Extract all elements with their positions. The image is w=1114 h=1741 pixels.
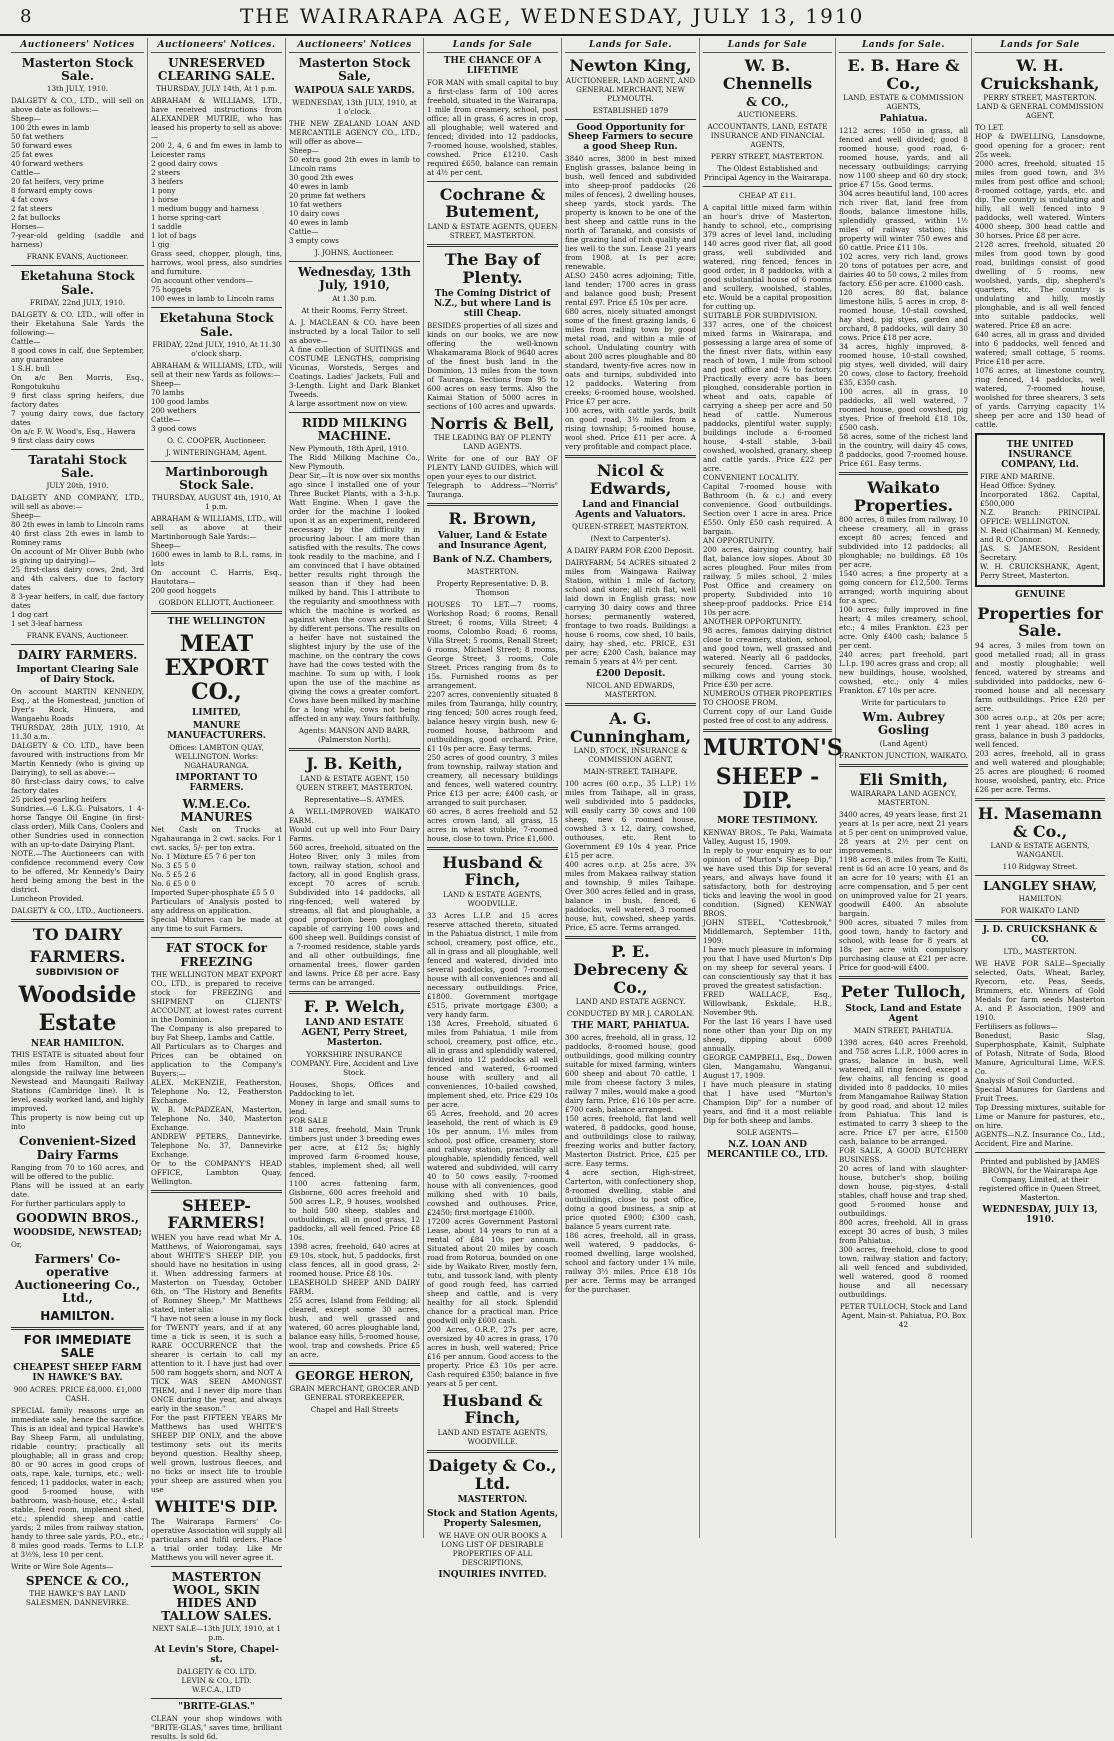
ad-body: HOUSES TO LET.—7 rooms, Workshop Road; 6 rooms, Renall Street; 6 rooms, Villa Street; 4 rooms, Colombo Road; 6 rooms, Villa Street; 5 rooms, Renall Street; 6 rooms, Michael Street; 8 rooms, George Street; 3 rooms, Cole Street. Prices ranging from 8s to 15s. Furnished rooms as per arrangement. 2207 acres, conveniently situated 8 miles from Tauranga, hilly country, ring fenced; 500 acres rough feed, balance heavy virgin bush, new 6-roomed house, bathroom and outbuildings, good orchard. Price, £1 10s per acre. Easy terms. 250 acres of good country, 3 miles from township, railway station and creamery, all necessary buildings and fences, well watered country. Price £13 per acre; £400 cash, or arranged to suit purchaser. 60 acres, 8 acres freehold and 52 acres crown land, all grass, 15 acres in wheat stubble, 7-roomed house, close to town. Price £1,600. bbox=[427, 599, 558, 843]
ad-subtitle: NEAR HAMILTON. bbox=[30, 1038, 125, 1049]
ad-subtitle: HAMILTON bbox=[1018, 894, 1062, 904]
ad-date: JULY 20th, 1910. bbox=[46, 481, 109, 491]
ad-signature: FRANK EVANS, Auctioneer. bbox=[26, 631, 129, 641]
ad-title: FARMERS. bbox=[29, 946, 126, 966]
ad-signature: DALGETY & CO., LTD., Auctioneers. bbox=[11, 906, 144, 916]
ad-body: 33 Acres L.I.P. and 15 acres reserve attached thereto, situated in the Pahiatua district, 1 mile from school, creamery, post office, etc., all in grass and all ploughable, well fenced and watered, divided into several paddocks, good 7-roomed house with all conveniences and all necessary outbuildings. Price, £1800. Government mortgage £515, private mortgage £300; a very handy farm. 138 Acres, Freehold, situated 6 miles from Pahiatua, 1 mile from school, creamery, post office, etc., all in grass and splendidly watered, divided into 12 paddocks all well fenced and watered, 6-roomed house with scullery and all conveniences, 10-bailed cowshed, implement shed, etc. Price £29 10s per acre. 65 Acres, freehold, and 20 acres leasehold, the rent of which is £9 10s per annum, 1½ miles from school, post office, creamery, store and railway station, practically all ploughable, splendidly fenced, well watered and subdivided, will carry 40 to 50 cows easily, 7-roomed house with all conveniences, good milking shed with 10 bails, cowshed and outhouses. Price, £2450; first mortgage £1000. 17200 acres Government Pastoral Lease, about 14 years to run at a rental of £84 10s per annum. Situated about 20 miles by coach road from Rotorua, bounded on one side by Waikato River, mostly fern, tutu, and tussock land, with plenty of good rough feed, has carried sheep and cattle, and is very healthy for all stock. Splendid chance for a practical man. Price goodwill only £600 cash. 200 Acres, O.R.P., 27s per acre, oversized by 40 acres in grass, 170 acres in bush, well watered; Price £16 per annum. Good access to the property. Price £3 10s per acre. Cash required £350; balance in five years at 5 per cent. bbox=[427, 910, 558, 1388]
ad-body: BESIDES properties of all sizes and kinds on our books, we are now offering the well-known Whakamarama Block of 9640 acres of the finest bush land in the Dominion, 13 miles from the town of Tauranga. Sections from 95 to 600 acres on easy terms. Also the Kaimai Station of 5000 acres in sections of 100 acres and upwards. bbox=[427, 320, 558, 411]
ad-body: A WELL-IMPROVED WAIKATO FARM. Would cut up well into Four Dairy Farms. 560 acres, freehold, situated on the Hoteo River, only 3 miles from town, railway station, school and factory, all in good English grass, except 70 acres of scrub. Subdivided into 14 paddocks, all ring-fenced, well watered by streams, all flat and ploughable, a good proportion been ploughed, capable of carrying 100 cows and 600 sheep well. Buildings consist of a 7-roomed residence, stable yards and all other outbuildings, fine ornamental trees, flower garden and lawns. Price £8 per acre. Easy terms can be arranged. bbox=[289, 806, 420, 987]
ad-title: FAT STOCK for FREEZING bbox=[165, 941, 268, 969]
ad-headline: P. E. Debreceny & Co., bbox=[573, 942, 688, 997]
ad-subtitle: LAND & ESTATE AGENTS, QUEEN STREET, MASTERTON. bbox=[427, 221, 558, 240]
ad-firm: GOODWIN BROS., bbox=[16, 1210, 139, 1225]
ad-subtitle: THE LEADING BAY OF PLENTY LAND AGENTS. bbox=[433, 433, 552, 452]
ad-place: At their Rooms, Ferry Street. bbox=[301, 305, 408, 315]
ad-title: THE UNITED INSURANCE COMPANY, Ltd. bbox=[1001, 440, 1079, 470]
ad-signature: J. JOHNS, Auctioneer. bbox=[315, 248, 394, 258]
ad-firm: SPENCE & CO., bbox=[25, 1573, 130, 1588]
ad-address: Chapel and Hall Streets bbox=[310, 1405, 399, 1415]
ad-date: At 1.30 p.m. bbox=[332, 293, 377, 303]
ad-address: MAIN-STREET, TAIHAPE. bbox=[583, 767, 678, 777]
ad-body: On account MARTIN KENNEDY, Esq., at the Homestead, junction of Dyer's Rock, Hinuera, and Wangaehu Roads THURSDAY, 28th JULY, 1910, At 11.30 a.m. DALGETY & CO. LTD., have been favoured with instructions from Mr Martin Kennedy (who is giving up Dairying), to sell as above:— 80 first-class dairy cows, to calve factory dates 25 picked yearling heifers Sundries.—6 L.K.G. Pulsators, 1 4-horse Tangye Oil Engine (in first-class order), Milk Cans, Coolers and other Sundries used in connection with an up-to-date Dairying Plant. NOTE.—The Auctioneers can with confidence recommend every Cow to be offered, Mr Kennedy's Dairy herd being among the best in the district. Luncheon Provided. bbox=[11, 687, 144, 904]
ad-headline: LANGLEY SHAW, bbox=[983, 879, 1097, 894]
ad-headline: H. Masemann & Co., bbox=[977, 803, 1103, 841]
ad-headline: Waikato Properties. bbox=[853, 478, 954, 515]
ad-headline: Husband & Finch, bbox=[442, 852, 543, 890]
ad-signature: GORDON ELLIOTT, Auctioneer. bbox=[158, 598, 275, 608]
column-header: Lands for Sale bbox=[975, 38, 1105, 53]
ad-signature: PETER TULLOCH, Stock and Land Agent, Main-st. Pahiatua, P.O. Box 42 bbox=[839, 1301, 968, 1329]
ad-headline: Peter Tulloch, bbox=[840, 982, 967, 1002]
ad-title: UNRESERVED CLEARING SALE. bbox=[157, 56, 276, 84]
ad-subtitle: Important Clearing Sale of Dairy Stock. bbox=[16, 665, 139, 686]
ad-body: THE WELLINGTON MEAT EXPORT CO., LTD., is prepared to receive stock for FREEZING and SHIPMENT on CLIENTS' ACCOUNT, at lowest rates current in the Dominion. The Company is also prepared to buy Fat Sheep, Lambs and Cattle. All Particulars as to Charges and Prices can be obtained on application to the Company's Buyers:— ALEX. McKENZIE, Featherston, Telephone No. 12, Featherston Exchange. W. B. McPADZEAN, Masterton, Telephone No. 340, Masterton Exchange. ANDREW PETERS, Dannevirke, Telephone No. 37, Dannevirke Exchange. Or to the COMPANY'S HEAD OFFICE, Lambton Quay, Wellington. bbox=[151, 969, 282, 1186]
ad-address: 110 Ridgway Street. bbox=[1002, 862, 1078, 872]
ad-body: DALGETY & CO. LTD., will offer in their Eketahuna Sale Yards the following:— Cattle— 8 good cows in calf, due September, any guarantee 1 S.H. bull On a/c Ben Morris, Esq., Rongotukuhu 9 first class spring heifers, due factory dates 7 young dairy cows, due factory dates On a/c F. W. Wood's, Esq., Hawera 9 first class dairy cows bbox=[11, 309, 144, 445]
ad-body: 300 acres, freehold, all in grass, 12 paddocks, 8-roomed house, good outbuildings, good milking country suitable for mixed farming, winters 600 sheep and about 70 cattle, 1 mile from cheese factory 3 miles, railway 7 miles, would make a good dairy farm. Price, £16 10s per acre. £700 cash, balance arranged. 150 acres, freehold, flat land well watered, 8 paddocks, good house, and outbuildings close to railway, freezing works and butter factory, Masterton District. Price, £25 per acre. Easy terms. 4 acre section, High-street, Carterton, with confectionery shop, 8-roomed dwelling, stable and outbuildings, close to post office, doing a good business, a snip at price quoted £900; £300 cash, balance 5 years current rate. 186 acres, freehold, all in grass, well watered, 9 paddocks, 6-roomed dwelling, large woolshed, school and factory under 1¾ mile, railway 3½ miles. Price £18 10s per acre. Terms may be arranged for the purchaser. bbox=[565, 1032, 696, 1294]
ad-subtitle: MASTERTON. bbox=[457, 1495, 528, 1506]
ad-subtitle: PERRY STREET, MASTERTON. LAND & GENERAL COMMISSION AGENT, bbox=[976, 93, 1104, 121]
ad-body: SOLE AGENTS— bbox=[736, 1127, 799, 1137]
ad-body: Offices: LAMBTON QUAY, WELLINGTON. Works: NGAHAURANGA. bbox=[169, 743, 264, 771]
ad-title: J. D. CRUICKSHANK & CO. bbox=[982, 925, 1098, 946]
ad-title: FOR IMMEDIATE SALE bbox=[23, 1332, 132, 1361]
ad-firm: Wm. Aubrey Gosling bbox=[862, 710, 945, 738]
ad-title: Eketahuna Stock Sale. bbox=[20, 269, 135, 297]
ad-headline: Husband & Finch, bbox=[442, 1390, 543, 1428]
ad-address: PERRY STREET, MASTERTON. bbox=[710, 152, 825, 162]
divider bbox=[11, 449, 144, 450]
ad-body: THE NEW ZEALAND LOAN AND MERCANTILE AGENCY CO., LTD., will offer as above— Sheep— 50 extra good 2th ewes in lamb to Lincoln rams 30 good 2th ewes 40 ewes in lamb 20 prime fat wethers 10 fat wethers 10 dairy cows 40 ewes in lamb Cattle— 3 empty cows bbox=[289, 119, 420, 246]
divider bbox=[565, 703, 696, 706]
ad-headline: W. H. Cruickshank, bbox=[980, 56, 1100, 93]
ad-signature: J. WINTERINGHAM, Agent. bbox=[166, 447, 267, 457]
ad-address: THE MART, PAHIATUA. bbox=[571, 1021, 690, 1032]
column-header: Lands for Sale. bbox=[565, 38, 696, 53]
divider bbox=[975, 798, 1105, 801]
ad-subtitle: Land and Financial Agents and Valuators. bbox=[575, 500, 686, 521]
ad-headline: Daigety & Co., Ltd. bbox=[428, 1456, 557, 1493]
ad-body: DALGETY & CO., LTD., will sell on above date as follows:— Sheep— 100 2th ewes in lamb 50 fat wethers 50 forward ewes 25 fat ewes 40 forward wethers Cattle— 20 fat heifers, very prime 8 forward empty cows 4 fat cows 2 fat steers 2 fat bullocks Horses— 7-year-old gelding (saddle and harness) bbox=[11, 96, 144, 250]
ad-subtitle: Bank of N.Z. Chambers, bbox=[432, 554, 553, 565]
ad-body: Write or Wire Sole Agents— bbox=[11, 1561, 114, 1571]
ad-body: 3400 acres, 49 years lease, first 21 years at 1s per acre, next 21 years at 5 per cent on unimproved value, 28 years at 2½ per cent on improvements. 1198 acres, 8 miles from Te Kuiti, rent is 6d an acre 10 years, and 8s an acre for 10 years; with £1 an acre compensation, and 5 per cent on unimproved value for 21 years, goodwill £400. An absolute bargain. 900 acres, situated 7 miles from good town, handy to factory and school, with lease for 8 years at 18s per acre with compulsory purchasing clause at £21 per acre. Price for good-will £400. bbox=[839, 810, 968, 973]
ad-subtitle: LIMITED, bbox=[192, 707, 241, 718]
ad-title: TO DAIRY bbox=[32, 925, 123, 945]
ad-subtitle: LTD., MASTERTON. bbox=[1003, 947, 1077, 957]
ad-headline: Estate bbox=[38, 1010, 117, 1037]
ad-subtitle: Valuer, Land & Estate and Insurance Agent, bbox=[437, 531, 548, 551]
ad-body: SPECIAL family reasons urge an immediate sale, hence the sacrifice. This is an ideal and typical Hawke's Bay Sheep Farm, all undulating, ridable country; practically all ploughable; all in grass and crop; 80 or 90 acres in good crops of oats, rape, kale, turnips, etc.; well-fenced; 11 paddocks, water in each; good 5-roomed house, with bathroom, wash-house, etc.; 4-stall stable, feed room, implement shed, etc.; splendid sheep and cattle yards; 2 miles from railway station, handy to three sale yards, P.O., etc.; 8 miles good roads. Terms to L.I.P. at 3½%, less 10 per cent. bbox=[11, 1405, 144, 1559]
ad-pretitle: THE WELLINGTON bbox=[167, 617, 266, 628]
divider bbox=[151, 1698, 282, 1699]
ad-rep: Representative—S. AYMES. bbox=[304, 794, 405, 804]
ad-body: GRAIN MERCHANT, GROCER AND GENERAL STOREKEEPER, bbox=[289, 1384, 420, 1403]
column-5 bbox=[562, 38, 700, 1538]
ad-headline: Eli Smith, bbox=[858, 769, 949, 789]
ad-title: THE CHANCE OF A LIFETIME bbox=[443, 56, 542, 76]
ad-firm-address: HAMILTON. bbox=[40, 1308, 115, 1323]
ad-title: CHEAP AT £11. bbox=[738, 191, 797, 201]
ad-title: Martinborough Stock Sale. bbox=[165, 464, 268, 492]
divider bbox=[151, 461, 282, 462]
column-3 bbox=[286, 38, 424, 1538]
column-header: Auctioneers' Notices bbox=[289, 38, 420, 53]
ad-body: DAIRYFARM; 54 ACRES situated 2 miles from Waingawa Railway Station, within 1 mile of factory, school and store; all rich flat, well laid down in English grass; now carrying 30 dairy cows and three horses; permanently watered, frontage to two roads. Buildings: a house 6 rooms, cow shed, 10 bails, dairy, hay shed, etc. PRICE, £31 per acre; £200 Cash, balance may remain 5 years at 4½ per cent. bbox=[565, 558, 696, 667]
ad-subtitle: Stock, Land and Estate Agent bbox=[845, 1003, 962, 1024]
ad-subtitle: YORKSHIRE INSURANCE COMPANY. Fire, Accident and Live Stock. bbox=[290, 1049, 419, 1077]
divider bbox=[151, 937, 282, 938]
ad-body: 1212 acres; 1050 in grass, all fenced and well divided; good 8 roomed house, good road, 6-roomed house, yards, and all necessary outbuildings; carrying now 1100 sheep and 60 dry stock; price £7 15s. Good terms. 304 acres beautiful land, 100 acres rich river flat, land free from floods, balance limestone hills, splendidly grassed, within 1½ miles of railway station; this property will winter 750 ewes and 60 cattle. Price £11 10s. 102 acres, very rich land, grows 20 tons of potatoes per acre, and dairies 40 to 50 cows, 2 miles from factory. £56 per acre. £1000 cash. 120 acres, 80 flat, balance limestone hills, 5 acres in crop, 8-roomed house, 10-stall cowshed, hay shed, pig styes, garden and orchard, 8 paddocks, will dairy 30 cows. Price £18 per acre. 34 acres, highly improved, 8-roomed house, 10-stall cowshed, pig styes, well divided, will dairy 20 cows, close to factory, freehold £35, £350 cash. 100 acres, all in grass, 10 paddocks, all well watered, 7 roomed house, good cowshed, pig styes. Price of freehold £18 10s, £500 cash. 58 acres, some of the richest land in the country, will dairy 45 cows, 8 paddocks, good 7-roomed house. Price £61. Easy terms. bbox=[839, 126, 968, 469]
ad-title: MASTERTON WOOL, SKIN HIDES AND TALLOW SALES. bbox=[161, 1569, 272, 1624]
ad-body: ABRAHAM & WILLIAMS, LTD., will sell at their new Yards as follows:— Sheep— 70 lambs 100 good lambs 200 wethers Cattle— 3 good cows bbox=[151, 360, 282, 433]
divider bbox=[289, 412, 420, 413]
ad-title: "BRITE-GLAS." bbox=[178, 1702, 255, 1713]
ad-headline: Norris & Bell, bbox=[430, 413, 555, 433]
ad-headline: MEAT EXPORT CO., bbox=[164, 631, 269, 706]
imprint: Printed and published by JAMES BROWN, for the Wairarapa Age Company, Limited, at their registered office in Queen Street, Masterton. bbox=[978, 1157, 1102, 1203]
ad-subtitle: INQUIRIES INVITED. bbox=[438, 1569, 547, 1580]
ad-subtitle: LAND & ESTATE AGENTS, WANGANUI. bbox=[990, 841, 1090, 860]
ad-firm-address: WOODSIDE, NEWSTEAD; bbox=[13, 1228, 142, 1238]
ad-signature: O. C. COOPER, Auctioneer. bbox=[167, 435, 266, 445]
ad-subtitle: MORE TESTIMONY. bbox=[717, 815, 818, 826]
ad-headline: A. G. Cunningham, bbox=[569, 709, 692, 746]
ad-headline: Newton King, bbox=[569, 56, 692, 75]
ad-title: RIDD MILKING MACHINE. bbox=[301, 415, 408, 443]
ad-headline: W.M.E.Co. MANURES bbox=[180, 797, 253, 825]
ad-body: A capital little mixed farm within an hour's drive of Masterton, handy to school, etc., comprising 379 acres of level land, including 140 acres good river flat, all good grass, well subdivided and watered, ring fenced, fences in good order, in 8 paddocks, with a good substantial house of 6 rooms and scullery, woolshed, stables, etc. Would be a capital proposition for cutting up. SUITABLE FOR SUBDIVISION. 337 acres, one of the choicest mixed farms in Wairarapa, and possessing a large area of some of the finest river flats, within easy reach of town, 1 mile from school and post office and ¾ to factory. Practically every acre has been ploughed, considerable portion in wheat and oats, capable of carrying a sheep per acre and 50 head of cattle. Numerous paddocks, plentiful water supply; buildings include a 6-roomed house, 4-stall stable, 3-bail cowshed, woolshed, granary, sheep and cattle yards. Price £22 per acre. CONVENIENT LOCALITY. Capital 7-roomed house with Bathroom (h. & c.) and every convenience. Good outbuildings. Section over 1 acre in area. Price £550. Only £50 cash required. A bargain. AN OPPORTUNITY. 200 acres, dairying country, half flat, balance low slopes. About 30 acres ploughed. Four miles from railway, 5 miles school, 2 miles Post Office and creamery on property. Subdivided into 10 sheep-proof paddocks. Price £14 10s per acre. ANOTHER OPPORTUNITY. 98 acres, famous dairying district close to creamery, station, school, and good town, well grassed and watered. Nearly all 6 paddocks, securely fenced. Carries 30 milking cows and young stock. Price £30 per acre. NUMEROUS OTHER PROPERTIES TO CHOOSE FROM. Current copy of our Land Guide posted free of cost to any address. bbox=[703, 203, 832, 726]
divider bbox=[151, 611, 282, 614]
ad-subtitle: AUCTIONEER, LAND AGENT, AND GENERAL MERCHANT, NEW PLYMOUTH. bbox=[565, 75, 696, 103]
divider bbox=[11, 644, 144, 645]
ad-body: FIRE AND MARINE. Head Office: Sydney. Incorporated 1862. Capital, £500,000 N.Z. Branch: PRINCIPAL OFFICE: WELLINGTON. N. Reid (Chairman) M. Kennedy, and R. O'Connor. JAS. S. JAMESON, Resident Secretary. W. H. CRUICKSHANK, Agent, Perry Street, Masterton. bbox=[980, 471, 1100, 580]
ad-address: MAIN STREET, PAHIATUA. bbox=[853, 1025, 954, 1035]
divider bbox=[839, 764, 968, 767]
ad-subtitle: LAND & ESTATE AGENTS, WOODVILLE. bbox=[443, 889, 542, 908]
ad-date: THURSDAY, JULY 14th, At 1 p.m. bbox=[155, 84, 278, 94]
column-container bbox=[8, 38, 1108, 1741]
ad-subtitle: SUBDIVISION OF bbox=[35, 968, 120, 979]
ad-subtitle: At Levin's Store, Chapel-st. bbox=[154, 1645, 279, 1666]
ad-headline: SHEEP-FARMERS! bbox=[167, 1195, 266, 1233]
ad-headline: Convenient-Sized Dairy Farms bbox=[18, 1134, 137, 1162]
ad-headline: R. Brown, bbox=[448, 509, 537, 529]
ad-subtitle: WAIRARAPA LAND AGENCY, MASTERTON. bbox=[850, 789, 957, 808]
ad-body: Houses, Shops, Offices and Paddocking to let. Money in large and small sums to lend. FOR SALE 318 acres, freehold, Main Trunk timbers just under 3 breeding ewes per acre, at £12 5s; highly improved farm 6-roomed house, stables, implement shed, all well fenced. 1100 acres fattening farm, Gisborne, 600 acres freehold and 500 acres L.P., 9 houses, woolshed to hold 500 sheep, stables and outbuildings, all in good grass, 12 paddocks, all well fenced. Price £8 10s. 1398 acres, freehold, 640 acres at £9 10s, stock, hut, 5 paddocks, first class fences, all in good grass, 2-roomed house. Price £8 10s. LEASEHOLD SHEEP AND DAIRY FARM. 255 acres, Island from Feilding; all cleared, except some 30 acres, bush, and well grassed and watered, 60 acres ploughable land, balance easy hills, 5-roomed house, wool, trap and cowsheds. Price £5 an acre. bbox=[289, 1079, 420, 1359]
ad-address: QUEEN-STREET, MASTERTON. bbox=[572, 522, 689, 532]
ad-body: WE HAVE FOR SALE—Specially selected, Oats, Wheat, Barley, Ryecorn, etc. Peas, Seeds, Brimmers, etc. Winners of Gold Medals for farm seeds Masterton A. and P. Association, 1909 and 1910. Fertilisers as follows— Bonedust, Basic Slag, Superphosphate, Kainit, Sulphate of Potash, Nitrate of Soda, Blood Manure, Agricultural Lime, W.F.S. Co. Analysis of Soil Conducted. Special Manures for Gardens and Fruit Trees. Top Dressing mixtures, suitable for Lime or Manure for pastures, etc., on hire. AGENTS—N.Z. Insurance Co., Ltd., Accident, Fire and Marine. bbox=[975, 959, 1105, 1149]
ad-headline: F. P. Welch, bbox=[303, 996, 406, 1016]
newspaper-title: THE WAIRARAPA AGE, WEDNESDAY, JULY 13, 1910 bbox=[240, 4, 865, 28]
ad-headline: & CO., bbox=[746, 95, 789, 110]
divider bbox=[151, 1566, 282, 1567]
column-4 bbox=[424, 38, 562, 1580]
divider bbox=[289, 1363, 420, 1366]
ad-subtitle: LAND AND ESTATE AGENCY. bbox=[575, 997, 686, 1007]
ad-title: A DAIRY FARM FOR £200 Deposit. bbox=[566, 546, 695, 556]
ad-address: MASTERTON. bbox=[466, 566, 519, 576]
ad-signature: DALGETY & CO. LTD. LEVIN & CO., LTD. W.F.C.A., LTD bbox=[176, 1667, 257, 1695]
ad-subtitle: £200 Deposit. bbox=[595, 669, 666, 680]
ad-body: A. J. MACLEAN & CO. have been instructed by a local Tailor to sell as above— A fine collection of SUITINGS and COSTUME LENGTHS, comprising Vicunas, Worsteds, Serges and Coatings. Ladies' Jackets, Full and 3-Length. Light and Dark Blanket Tweeds. A large assortment now on view. bbox=[289, 317, 420, 408]
ad-date: THURSDAY, AUGUST 4th, 1910, At 1 p.m. bbox=[151, 493, 282, 512]
ad-headline: J. B. Keith, bbox=[306, 754, 403, 774]
column-header: Lands for Sale bbox=[703, 38, 832, 53]
ad-headline: Woodside bbox=[18, 982, 137, 1009]
column-2 bbox=[148, 38, 286, 1741]
ad-subtitle: ACCOUNTANTS, LAND, ESTATE INSURANCE AND FINANCIAL AGENTS, bbox=[707, 122, 828, 150]
divider bbox=[289, 991, 420, 994]
ad-subtitle: AUCTIONEERS. bbox=[737, 110, 798, 120]
column-7 bbox=[836, 38, 972, 1538]
ad-signature: FRANK EVANS, Auctioneer. bbox=[26, 252, 129, 262]
ad-subtitle: CHEAPEST SHEEP FARM IN HAWKE'S BAY. bbox=[13, 1363, 142, 1384]
divider bbox=[151, 307, 282, 308]
ad-subtitle: LAND & ESTATE AGENT, 150 QUEEN STREET, MASTERTON. bbox=[296, 773, 413, 792]
ad-body: New Plymouth, 18th April, 1910. The Ridd Milking Machine Co., New Plymouth. Dear Sir,—It is now over six months ago since I installed one of your Three Bucket Plants, with a 3-h.p. Watt Engine. When I gave the order for the machine I looked upon it as an experiment, rendered necessary by the difficulty in procuring labour. I am more than satisfied with the results. The cows took readily to the machine, and I am convinced that I have obtained better results right through the season than if they had been milked by hand. This I attribute to the regularity and smoothness with which the machine is worked as against when the cows are milked by different persons. The results on a heifer have not sustained the slightest injury by the use of the machine, on the contrary the cows have had the cows tested with the machine. To sum up with, I look upon the use of the machine as giving the cows a greater comfort. Cows have been milked by machine for a long while, cows not being affected in any way. Yours faithfully. bbox=[289, 444, 420, 724]
ad-subtitle: LAND AND ESTATE AGENTS, WOODVILLE. bbox=[437, 1428, 548, 1447]
divider bbox=[839, 472, 968, 475]
divider bbox=[11, 919, 144, 922]
divider bbox=[975, 875, 1105, 876]
ad-title: Eketahuna Stock Sale. bbox=[159, 311, 274, 339]
ad-title: Masterton Stock Sale, bbox=[298, 56, 411, 84]
ad-subtitle: LAND, STOCK, INSURANCE & COMMISSION AGENT, bbox=[573, 746, 688, 765]
ad-body: WE HAVE ON OUR BOOKS A LONG LIST OF DESIRABLE PROPERTIES OF ALL DESCRIPTIONS, bbox=[438, 1530, 547, 1567]
divider bbox=[427, 503, 558, 506]
ad-body: Write for one of our BAY OF PLENTY LAND GUIDES, which will open your eyes to our district. Telegraph to Address—"Norris" Tauranga. bbox=[427, 454, 558, 500]
ad-firm: Farmers' Co-operative Auctioneering Co., Ltd., bbox=[14, 1251, 141, 1306]
ad-subtitle: FOR WAIKATO LAND bbox=[1000, 906, 1080, 916]
ad-title: GENUINE bbox=[1015, 589, 1065, 600]
ad-address: (Next to Carpenter's). bbox=[590, 534, 671, 544]
column-header: Auctioneers' Notices. bbox=[151, 38, 282, 53]
ad-address: Pahiatua. bbox=[879, 114, 928, 125]
masthead bbox=[0, 0, 1114, 36]
column-header: Auctioneers' Notices bbox=[11, 38, 144, 53]
imprint-date: WEDNESDAY, JULY 13, 1910. bbox=[982, 1205, 1098, 1225]
divider bbox=[703, 729, 832, 732]
ad-body: 800 acres, 8 miles from railway, 10 cheese creamery, all in grass except 80 acres; fenced and subdivided into 12 paddocks; all ploughable; no buildings. £8 10s per acre. 1540 acres; a fine property at a going concern for £12,500. Terms arranged; worth inquiring about for a spec. 100 acres; fully improved in fine heart; 4 miles creamery, school, etc.; 4 miles Frankton. £23 per acre. Only £400 cash; balance 5 per cent. 240 acres; part freehold, part L.I.p. 190 acres grass and crop; all new buildings, house, woolshed, cowshed, etc.; only 4 miles Frankton. £7 10s per acre. bbox=[839, 515, 968, 696]
ad-signature: Agents: MANSON AND BARR, (Palmerston North). bbox=[298, 726, 411, 745]
ad-firm-address: (Land Agent) bbox=[879, 738, 928, 748]
ad-body: TO LET. HOP & DWELLING, Lansdowne, good opening for a grocer; rent 25s week. 2000 acres, freehold, situated 15 miles from good town, and 3½ miles from post office and school; 8-roomed cottage, yards, etc. and dip. The country is undulating and hilly, all well fenced into 9 paddocks, well watered. Winters 4000 sheep, 300 head cattle and 30 horses. Price £8 per acre. 2128 acres, freehold, situated 20 miles from good town by good road, buildings consist of good dwelling of 5 rooms, new woolshed, yards, dip, shepherd's quarters, etc. The country is undulating and hilly, mostly ploughable, and is all well fenced into suitable paddocks, well watered. Price £8 an acre. 640 acres, all in grass and divided into 6 paddocks, well fenced and watered; small cottage, 5 rooms. Price £18 per acre. 1076 acres, at limestone country, ring fenced, 14 paddocks, well watered, 7-roomed house, woolshed for three shearers, 3 sets of yards. Carrying capacity 1¼ sheep per acre and 130 head of cattle. bbox=[975, 123, 1105, 430]
divider bbox=[11, 265, 144, 266]
ad-title: Wednesday, 13th July, 1910, bbox=[298, 265, 411, 293]
ad-headline: Properties for Sale. bbox=[977, 603, 1103, 641]
ad-title: Taratahi Stock Sale. bbox=[28, 452, 127, 480]
ad-headline: Cochrane & Butement, bbox=[439, 184, 546, 222]
divider bbox=[427, 847, 558, 850]
ad-body: The Wairarapa Farmers' Co-operative Association will supply all particulars and fulfil orders. Place a trial order today. Like Mr Matthews you will never agree it. bbox=[151, 1516, 282, 1562]
ad-body: 100 acres (60 o.r.p., 35 L.I.P.) 1½ miles from Taihape, all in grass, well subdivided into 5 paddocks, will easily carry 30 cows and 100 sheep, new 6 roomed house, cowshed 3 x 12, dairy, cowshed, outhouses, etc. Rent to Government £9 10s 4 year. Price £15 per acre. 400 acres o.r.p. at 25s acre, 3¾ miles from Makaea railway station and township, 9 miles Taihape. Over 300 acres felled and in grass, balance in bush, fenced, 6 paddocks, well watered, 3 roomed house, hut, cowshed, sheep yards. Price, £5 acre. Terms arranged. bbox=[565, 779, 696, 933]
ad-title: Good Opportunity for Sheep Farmers to secure a good Sheep Run. bbox=[567, 122, 694, 153]
ad-established: ESTABLISHED 1879 bbox=[592, 105, 669, 115]
ad-body: ABRAHAM & WILLIAMS, LTD., have received instructions from ALEXANDER MUTRIE, who has leased his property to sell as above:— 200 2, 4, 6 and fm ewes in lamb to Leicester rams 2 good dairy cows 2 steers 3 heifers 1 pony 1 horse 1 medium buggy and harness 1 horse spring-cart 1 saddle 1 lot of bags 1 gig Grass seed, chopper, plough, tins, harrows, wool press, also sundries and furniture. On account other vendors— 75 hoggets 100 ewes in lamb to Lincoln rams bbox=[151, 96, 282, 304]
ad-firm-address: FRANKTON JUNCTION, WAIKATO. bbox=[839, 750, 968, 760]
ad-subtitle: The Coming District of N.Z., but where Land is still Cheap. bbox=[434, 289, 551, 319]
divider bbox=[427, 244, 558, 247]
ad-date: 13th JULY, 1910. bbox=[46, 84, 109, 94]
divider bbox=[289, 748, 420, 751]
divider bbox=[975, 919, 1105, 922]
column-header: Lands for Sale bbox=[427, 38, 558, 53]
ad-headline: The Bay of Plenty. bbox=[444, 249, 541, 287]
divider bbox=[839, 976, 968, 979]
ad-body: ABRAHAM & WILLIAMS, LTD., will sell as above at their Martinborough Sale Yards:— Sheep— 1600 ewes in lamb to B.L. rams, in lots On account C. Harris, Esq., Hautotara— 200 good hoggets bbox=[151, 514, 282, 596]
ad-rep: Property Representative: D. B. Thomson bbox=[436, 578, 549, 597]
insurance-box bbox=[975, 433, 1105, 587]
ad-date: FRIDAY, 22nd JULY, 1910, At 11.30 o'clock sharp. bbox=[152, 339, 281, 358]
ad-body: KENWAY BROS., Te Paki, Waimata Valley, August 15, 1909. In reply to your enquiry as to our opinion of "Murton's Sheep Dip," we have used this Dip for several years, and always have found it satisfactory, both for destroying ticks and leaving the wool in good condition. (Signed) KENWAY BROS. JOHN STEEL, "Cottesbrook," Middlemarch, September 11th, 1909. I have much pleasure in informing you that I have used Murton's Dip on my sheep for several years. I can conscientiously say that it has proved the greatest satisfaction. FRED WALLACE, Esq., Willowbank, Eskdale, H.B., November 9th. For the last 16 years I have used none other than your Dip on my sheep, dipping about 6000 annually. GEORGE CAMPBELL, Esq., Dowen Glen, Mangamahu, Wanganui, August 17, 1909. I have much pleasure in stating that I have used "Murton's Champion Dip" for a number of years, and find it a most reliable Dip for both sheep and lambs. bbox=[703, 827, 832, 1125]
ad-headline: MURTON'S bbox=[703, 735, 843, 762]
column-1 bbox=[8, 38, 148, 1608]
ad-subtitle: CONDUCTED BY MR J. CAROLAN. bbox=[566, 1009, 695, 1019]
page-number: 8 bbox=[20, 6, 32, 27]
ad-headline: SHEEP - DIP. bbox=[715, 763, 820, 814]
ad-title: DAIRY FARMERS. bbox=[17, 648, 138, 663]
ad-body: CLEAN your shop windows with "BRITE-GLAS," saves time, brilliant results. Is sold 6d. bbox=[151, 1713, 282, 1741]
ad-subtitle: Stock and Station Agents, Property Salesmen, bbox=[427, 1509, 558, 1530]
divider bbox=[427, 181, 558, 182]
divider bbox=[565, 455, 696, 458]
ad-title: GEORGE HERON, bbox=[295, 1368, 414, 1383]
ad-established: The Oldest Established and Principal Agency in the Wairarapa. bbox=[703, 164, 832, 183]
ad-body: Or, bbox=[11, 1239, 22, 1249]
ad-signature: NICOL AND EDWARDS, MASTERTON. bbox=[586, 681, 675, 700]
divider bbox=[151, 1190, 282, 1193]
divider bbox=[703, 186, 832, 187]
ad-body: Net Cash on Trucks at Ngahauranga in 2 cwt. sacks. For 1 cwt. sacks, 5/- per ton extra. No. 1 Mixture £5 7 6 per ton No. 3 £5 5 0 No. 5 £5 2 6 No. 6 £5 0 0 Imported Super-phosphate £5 5 0 Particulars of Analysis posted to any address on application. Special Mixtures can be made at any time to suit Farmers. bbox=[151, 825, 282, 934]
divider bbox=[975, 1152, 1105, 1153]
divider bbox=[11, 1327, 144, 1330]
ad-price: 900 ACRES. PRICE £8,000. £1,000 CASH. bbox=[13, 1384, 142, 1403]
divider bbox=[427, 1450, 558, 1453]
column-6 bbox=[700, 38, 843, 1538]
ad-body: Write for particulars to bbox=[861, 698, 946, 708]
ad-title: Masterton Stock Sale. bbox=[21, 56, 134, 84]
ad-headline: W. B. Chennells bbox=[722, 56, 813, 93]
ad-subtitle: MANURE MANUFACTURERS. bbox=[167, 721, 266, 742]
ad-body: DALGETY AND COMPANY, LTD., will sell as above:— Sheep— 80 2th ewes in lamb to Lincoln rams 40 first class 2th ewes in lamb to Romney rams On account of Mr Oliver Bubb (who is giving up dairying)— 25 first-class dairy cows, 2nd, 3rd and 4th calvers, due to factory dates 8 3-year heifers, in calf, due factory dates 1 dog cart 1 set 3-leaf harness bbox=[11, 493, 144, 629]
divider bbox=[289, 261, 420, 262]
ad-body: 94 acres, 3 miles from town on good metalled road; all in grass and mostly ploughable; well fenced, watered by streams and subdivided into paddocks, new 6-roomed house and all necessary farm outbuildings. Price £20 per acre. 300 acres o.r.p., at 20s per acre; rent 1 year ahead. 180 acres in grass, balance in bush 3 paddocks, well fenced. 203 acres, freehold, all in grass and well watered and ploughable; 25 acres are ploughed; 6 roomed house, woolshed, pantry, etc. Price £26 per acre. Terms. bbox=[975, 640, 1105, 794]
ad-firm-address: THE HAWKE'S BAY LAND SALESMEN, DANNEVIRKE. bbox=[25, 1589, 130, 1608]
ad-body: NEXT SALE—13th JULY, 1910, at 1 p.m. bbox=[152, 1624, 281, 1643]
ad-body: Ranging from 70 to 160 acres, and will be offered to the public. Plans will be issued at an early date. For further particulars apply to bbox=[11, 1162, 144, 1208]
ad-body: 3840 acres, 3800 in best mixed English grasses, balance being in bush, well fenced and subdivided into sheep-proof paddocks (26 miles of fences), 2 dwelling houses, sheep yards, stock yards. The property is known to be one of the best sheep and cattle runs in the north of Taranaki, and consists of fine grazing land of rich quality and lies well to the sun. Lease 21 years from 1908, at 1s per acre; renewable. ALSO 2450 acres adjoining; Title, land tender; 1700 acres in grass and balance good bush; Present rental £97. Price £5 10s per acre. 680 acres, nicely situated amongst some of the finest grazing lands, 6 miles from railing town by good metal road, and within a mile of school. Undulating country with about 200 acres ploughable and 80 standard, twenty-five acres now in oats and turnips, subdivided into 12 paddocks. Watering from creeks; 6-roomed house, woolshed. Price £7 per acre. 100 acres, with cattle yards, built on good road, 3½ miles from a rising township; 5-roomed house, wool shed. Price £11 per acre. A very profitable and compact place. bbox=[565, 154, 696, 452]
divider bbox=[565, 936, 696, 939]
ad-body: THIS ESTATE is situated about four miles from Hamilton, and lies alongside the railway line between Newstead and Maungaiti Railway Stations (Cambridge line). It is level, easily worked land, and highly improved. This property is now being cut up into bbox=[11, 1050, 145, 1132]
ad-date: FRIDAY, 22nd JULY, 1910. bbox=[29, 297, 126, 307]
ad-subtitle: WAIPOUA SALE YARDS. bbox=[294, 86, 415, 97]
ad-subtitle: LAND, ESTATE & COMMISSION AGENTS, bbox=[843, 93, 964, 112]
column-8 bbox=[972, 38, 1108, 1538]
ad-subtitle: LAND AND ESTATE AGENT, Perry Street, Masterton. bbox=[301, 1018, 408, 1048]
ad-body: 1398 acres, 640 acres Freehold, and 758 acres L.I.P., 1000 acres in grass, balance in bush, well watered, all ring fenced, except a few chains, all fencing is good divided into 8 paddocks, 10 miles from Mangamahoe Railway Station by good road, and about 12 miles from Pahiatua. This land is estimated to carry 3 sheep to the acre. Price £7 per acre, £1500 cash, balance to be arranged. FOR SALE, A GOOD BUTCHERY BUSINESS. 20 acres of land with slaughter-house, butcher's shop, boiling down house, pig-styes, 4-stall stables, chaff house and trap shed, good 5-roomed house and outbuildings. 800 acres, freehold. All in grass except 30 acres of bush, 3 miles from Pahiatua. 300 acres, freehold, close to good town, railway station and factory; all well fenced and subdivided, well watered, good 8 roomed house and all necessary outbuildings. bbox=[839, 1037, 968, 1299]
ad-body: WHEN you have read what Mr A. Matthews, of Waiorongamai, says about WHITE'S SHEEP DIP, you should have no hesitation in using it. When addressing farmers at Masterton on Tuesday, October 6th, on "The History and Benefits of Romney Sheep," Mr Matthews stated, inter alia: "I have not seen a louse in my flock for TWENTY years, and if at any time a tick is seen, it is such a RARE OCCURRENCE that the shearer is certain to call my attention to it. I have just had over 500 ram hoggets shorn, and NOT A TICK WAS SEEN AMONGST THEM, and I never dip more than ONCE during the year, and always early in the season." For the past FIFTEEN YEARS Mr Matthews has used WHITE'S SHEEP DIP ONLY, and the above testimony sets out its merits beyond question. Healthy sheep, well grown, lustrous fleeces, and no ticks or insect life to trouble your sheep are assured when you use bbox=[151, 1232, 282, 1494]
divider bbox=[565, 119, 696, 120]
ad-body: FOR MAN with small capital to buy a first-class farm of 100 acres freehold, situated in the Wairarapa, 1 mile from creamery, school, post office; all in grass, 6 acres in crop, all ploughable; well watered and fenced; divided into 12 paddocks, 7-roomed house, woolshed, stables, cowshed. Price £1210. Cash required £650, balance can remain at 4½ per cent. bbox=[427, 77, 558, 177]
column-header: Lands for Sale. bbox=[839, 38, 968, 53]
ad-headline: Nicol & Edwards, bbox=[589, 461, 672, 498]
ad-date: WEDNESDAY, 13th JULY, 1910, at 1 o'clock. bbox=[292, 98, 417, 117]
ad-headline: WHITE'S DIP. bbox=[154, 1496, 278, 1516]
ad-subtitle: IMPORTANT TO FARMERS. bbox=[175, 773, 258, 794]
ad-headline: E. B. Hare & Co., bbox=[847, 56, 960, 93]
ad-firm: N.Z. LOAN AND MERCANTILE CO., LTD. bbox=[707, 1139, 828, 1160]
